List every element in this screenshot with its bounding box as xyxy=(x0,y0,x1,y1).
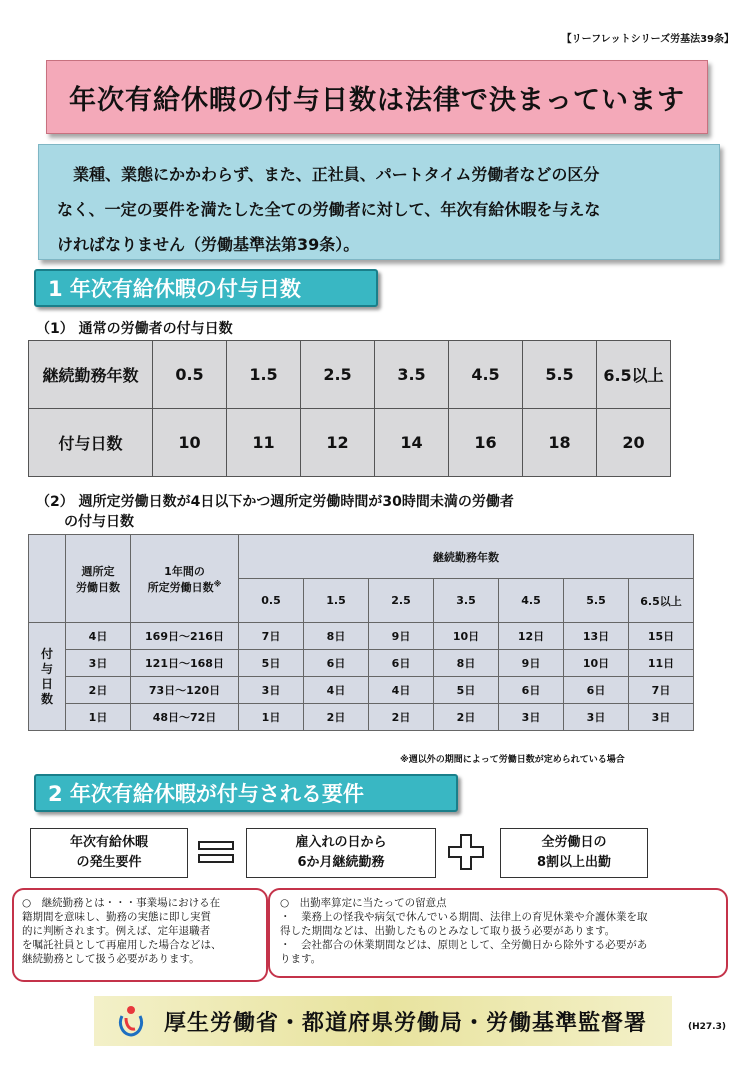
note-line: ります。 xyxy=(280,953,322,965)
table-cell: 1日 xyxy=(239,704,304,731)
table-corner-cell xyxy=(29,535,66,623)
table-cell: 10日 xyxy=(564,650,629,677)
note-line: 継続勤務として扱う必要があります。 xyxy=(22,953,200,965)
series-label: 【リーフレットシリーズ労基法39条】 xyxy=(561,34,734,45)
table-cell: 14 xyxy=(375,409,449,477)
table-cell: 11 xyxy=(227,409,301,477)
table-cell: 15日 xyxy=(629,623,694,650)
table-row xyxy=(29,409,671,477)
table-cell: 20 xyxy=(597,409,671,477)
year-col: 1.5 xyxy=(304,579,369,623)
table-row xyxy=(29,623,694,650)
table-cell: 6日 xyxy=(369,650,434,677)
table-cell: 3日 xyxy=(564,704,629,731)
req-line: 全労働日の xyxy=(541,835,607,850)
table-cell: 169日～216日 xyxy=(131,623,239,650)
side-char: 日 xyxy=(40,676,53,691)
version-label: (H27.3) xyxy=(688,1022,726,1032)
note-line: ○ 出勤率算定に当たっての留意点 xyxy=(280,897,447,909)
table-cell: 18 xyxy=(523,409,597,477)
table-cell: 12 xyxy=(301,409,375,477)
main-title: 年次有給休暇の付与日数は法律で決まっています xyxy=(69,84,685,116)
weekly-days-header xyxy=(66,535,131,623)
table-cell: 1日 xyxy=(66,704,131,731)
main-title-box xyxy=(46,60,708,134)
attendance-rate-note xyxy=(268,888,728,978)
side-char: 与 xyxy=(40,661,53,676)
section1-heading: 1 年次有給休暇の付与日数 xyxy=(34,269,378,307)
part-time-days-table xyxy=(28,534,694,731)
intro-line-3: ければなりません（労働基準法第39条）。 xyxy=(57,235,360,254)
table-cell: 10日 xyxy=(434,623,499,650)
year-col: 3.5 xyxy=(434,579,499,623)
subsection2-line-1: （2） 週所定労働日数が4日以下かつ週所定労働時間が30時間未満の労働者 xyxy=(36,494,514,510)
year-col: 0.5 xyxy=(239,579,304,623)
note-line: ○ 継続勤務とは・・・事業場における在 xyxy=(22,897,221,909)
table-cell: 6日 xyxy=(304,650,369,677)
requirement-box-attendance xyxy=(500,828,648,878)
header-text: 1年間の xyxy=(164,564,205,578)
req-line: 雇入れの日から xyxy=(295,835,387,850)
note-line: ・ 会社都合の休業期間などは、原則として、全労働日から除外する必要があ xyxy=(280,939,648,951)
table-cell: 7日 xyxy=(239,623,304,650)
table-cell: 4日 xyxy=(304,677,369,704)
table-cell: 10 xyxy=(153,409,227,477)
table-cell: 5日 xyxy=(434,677,499,704)
intro-line-1: 業種、業態にかかわらず、また、正社員、パートタイム労働者などの区分 xyxy=(57,165,600,184)
subsection1-title: （1） 通常の労働者の付与日数 xyxy=(36,321,233,337)
table-cell: 11日 xyxy=(629,650,694,677)
table-cell: 12日 xyxy=(499,623,564,650)
requirement-box-origin xyxy=(30,828,188,878)
side-char: 付 xyxy=(40,646,53,661)
table-cell: 2日 xyxy=(304,704,369,731)
table-cell: 4日 xyxy=(66,623,131,650)
year-col: 5.5 xyxy=(564,579,629,623)
note-line: 得した期間などは、出勤したものとみなして取り扱う必要があります。 xyxy=(280,925,616,937)
note-line: ・ 業務上の怪我や病気で休んでいる期間、法律上の育児休業や介護休業を取 xyxy=(280,911,648,923)
side-label xyxy=(29,623,66,731)
table-cell: 6日 xyxy=(499,677,564,704)
table-cell: 9日 xyxy=(369,623,434,650)
note-line: 的に判断されます。例えば、定年退職者 xyxy=(22,925,211,937)
table-cell: 16 xyxy=(449,409,523,477)
table-cell: 3日 xyxy=(629,704,694,731)
table-cell: 2日 xyxy=(66,677,131,704)
year-col: 2.5 xyxy=(369,579,434,623)
header-text: 週所定 xyxy=(81,564,115,578)
continuous-service-note xyxy=(12,888,268,982)
table-cell: 3日 xyxy=(66,650,131,677)
table-cell: 4.5 xyxy=(449,341,523,409)
req-line: 年次有給休暇 xyxy=(69,835,148,850)
note-line: を嘱託社員として再雇用した場合などは、 xyxy=(22,939,222,951)
table-cell: 73日～120日 xyxy=(131,677,239,704)
footer-bar xyxy=(94,996,672,1046)
table-row xyxy=(29,650,694,677)
table2-footnote: ※週以外の期間によって労働日数が定められている場合 xyxy=(400,755,625,765)
intro-line-2: なく、一定の要件を満たした全ての労働者に対して、年次有給休暇を与えな xyxy=(57,200,601,219)
req-line: 6か月継続勤務 xyxy=(297,855,385,870)
table-cell: 8日 xyxy=(304,623,369,650)
table-row xyxy=(29,704,694,731)
table-cell: 13日 xyxy=(564,623,629,650)
table-cell: 3.5 xyxy=(375,341,449,409)
requirement-box-tenure xyxy=(246,828,436,878)
table-cell: 4日 xyxy=(369,677,434,704)
table-cell: 6.5以上 xyxy=(597,341,671,409)
req-line: の発生要件 xyxy=(76,855,142,870)
yearly-days-header xyxy=(131,535,239,623)
years-header: 継続勤務年数 xyxy=(239,535,694,579)
table-cell: 5日 xyxy=(239,650,304,677)
table-cell: 7日 xyxy=(629,677,694,704)
header-text: 所定労働日数 xyxy=(147,580,214,594)
table-header-row xyxy=(29,535,694,579)
table-cell: 8日 xyxy=(434,650,499,677)
equals-icon xyxy=(198,840,234,864)
table-header-years: 継続勤務年数 xyxy=(29,341,153,409)
intro-box xyxy=(38,144,720,260)
note-line: 籍期間を意味し、勤務の実態に即し実質 xyxy=(22,911,211,923)
table-cell: 6日 xyxy=(564,677,629,704)
table-cell: 1.5 xyxy=(227,341,301,409)
normal-worker-days-table xyxy=(28,340,671,477)
subsection2-line-2: の付与日数 xyxy=(36,514,134,530)
table-cell: 9日 xyxy=(499,650,564,677)
table-cell: 121日～168日 xyxy=(131,650,239,677)
table-cell: 0.5 xyxy=(153,341,227,409)
header-text: 労働日数 xyxy=(76,580,120,594)
side-char: 数 xyxy=(40,691,53,706)
table-cell: 3日 xyxy=(239,677,304,704)
table-row xyxy=(29,677,694,704)
table-row xyxy=(29,341,671,409)
plus-icon xyxy=(446,832,486,872)
footer-org-name: 厚生労働省・都道府県労働局・労働基準監督署 xyxy=(164,1010,648,1036)
year-col: 6.5以上 xyxy=(629,579,694,623)
section2-heading: 2 年次有給休暇が付与される要件 xyxy=(34,774,458,812)
table-cell: 5.5 xyxy=(523,341,597,409)
year-col: 4.5 xyxy=(499,579,564,623)
table-cell: 2日 xyxy=(434,704,499,731)
table-header-days: 付与日数 xyxy=(29,409,153,477)
table-cell: 48日～72日 xyxy=(131,704,239,731)
footnote-mark: ※ xyxy=(213,578,222,588)
table-cell: 3日 xyxy=(499,704,564,731)
table-cell: 2.5 xyxy=(301,341,375,409)
mhlw-logo-icon xyxy=(116,1004,146,1038)
req-line: 8割以上出勤 xyxy=(536,855,612,870)
table-cell: 2日 xyxy=(369,704,434,731)
subsection2-title xyxy=(36,492,514,532)
